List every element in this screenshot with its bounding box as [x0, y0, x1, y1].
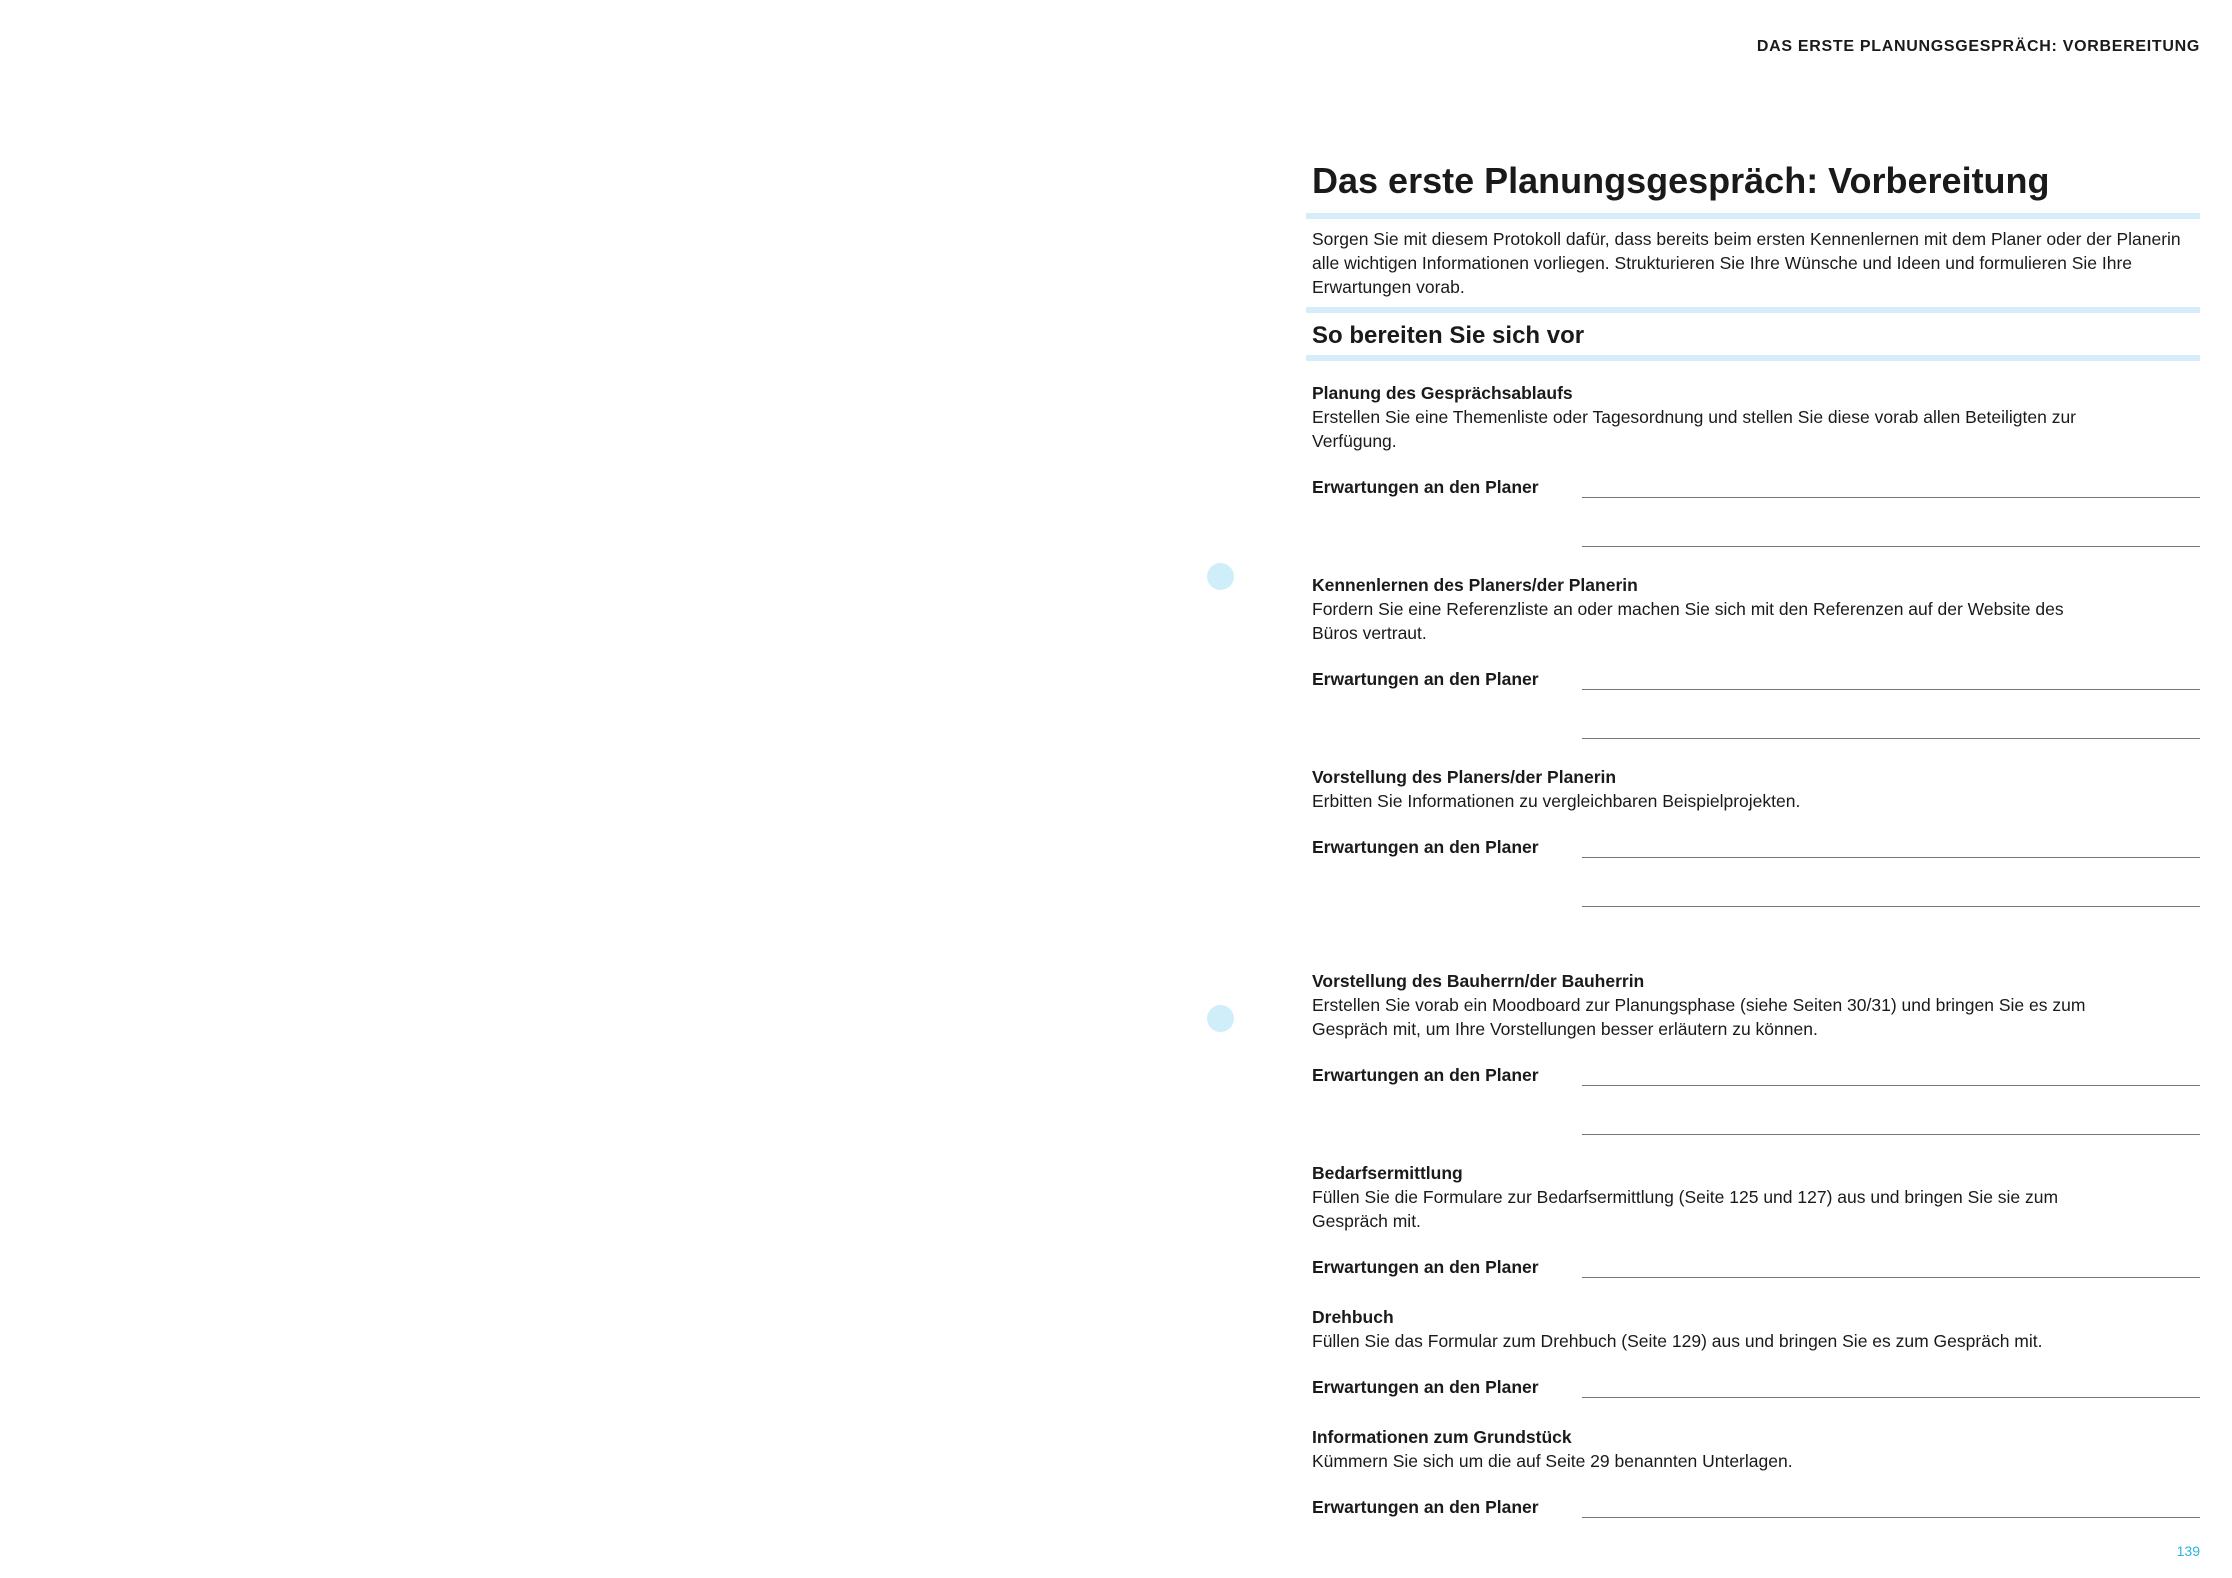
block-title: Kennenlernen des Planers/der Planerin — [1312, 574, 1638, 595]
answer-line[interactable] — [1582, 546, 2200, 547]
prep-block-bedarfsermittlung — [1304, 1161, 2200, 1279]
expectation-label: Erwartungen an den Planer — [1312, 1256, 1539, 1277]
page-number: 139 — [2176, 1543, 2200, 1559]
punch-hole-bottom — [1207, 1005, 1234, 1032]
block-title: Informationen zum Grundstück — [1312, 1426, 1572, 1447]
section-heading: So bereiten Sie sich vor — [1312, 322, 1585, 350]
block-text: Erstellen Sie vorab ein Moodboard zur Planungsphase (siehe Seiten 30/31) und bringen Sie es zum Gespräch mit, um Ihre Vorstellungen besser erläutern zu können. — [1312, 994, 2086, 1039]
expectation-label: Erwartungen an den Planer — [1312, 668, 1539, 689]
expectation-row — [1304, 667, 2200, 691]
block-title: Drehbuch — [1312, 1306, 1394, 1327]
block-text: Kümmern Sie sich um die auf Seite 29 benannten Unterlagen. — [1312, 1450, 1793, 1471]
expectation-label: Erwartungen an den Planer — [1312, 1376, 1539, 1397]
block-text: Füllen Sie das Formular zum Drehbuch (Seite 129) aus und bringen Sie es zum Gespräch mit. — [1312, 1330, 2043, 1351]
expectation-label: Erwartungen an den Planer — [1312, 836, 1539, 857]
answer-line[interactable] — [1582, 906, 2200, 907]
expectation-label: Erwartungen an den Planer — [1312, 476, 1539, 497]
block-title: Vorstellung des Bauherrn/der Bauherrin — [1312, 970, 1645, 991]
answer-line[interactable] — [1582, 497, 2200, 498]
intro-text: Sorgen Sie mit diesem Protokoll dafür, dass bereits beim ersten Kennenlernen mit dem Planer oder der Planerin alle wichtigen Informationen vorliegen. Strukturieren Sie Ihre Wünsche und Ideen und formulieren Sie Ihre Erwartungen vorab. — [1312, 229, 2181, 298]
section-divider — [1306, 355, 2200, 361]
expectation-label: Erwartungen an den Planer — [1312, 1496, 1539, 1517]
prep-block-drehbuch — [1304, 1305, 2200, 1399]
prep-block-grundstueck — [1304, 1425, 2200, 1519]
answer-line[interactable] — [1582, 857, 2200, 858]
answer-line[interactable] — [1582, 689, 2200, 690]
block-title: Planung des Gesprächsablaufs — [1312, 382, 1573, 403]
expectation-row — [1304, 1255, 2200, 1279]
answer-line[interactable] — [1582, 738, 2200, 739]
block-text: Erstellen Sie eine Themenliste oder Tagesordnung und stellen Sie diese vorab allen Beteiligten zur Verfügung. — [1312, 406, 2077, 451]
block-text: Füllen Sie die Formulare zur Bedarfsermittlung (Seite 125 und 127) aus und bringen Sie sie zum Gespräch mit. — [1312, 1186, 2059, 1231]
block-text: Erbitten Sie Informationen zu vergleichbaren Beispielprojekten. — [1312, 790, 1801, 811]
block-title: Bedarfsermittlung — [1312, 1162, 1463, 1183]
prep-block-kennenlernen — [1304, 573, 2200, 691]
block-title: Vorstellung des Planers/der Planerin — [1312, 766, 1617, 787]
answer-line[interactable] — [1582, 1397, 2200, 1398]
answer-line[interactable] — [1582, 1085, 2200, 1086]
page-title: Das erste Planungsgespräch: Vorbereitung — [1312, 160, 2050, 201]
expectation-row — [1304, 1063, 2200, 1087]
expectation-row — [1304, 835, 2200, 859]
answer-line[interactable] — [1582, 1134, 2200, 1135]
expectation-row — [1304, 1495, 2200, 1519]
punch-hole-top — [1207, 563, 1234, 590]
running-head: DAS ERSTE PLANUNGSGESPRÄCH: VORBEREITUNG — [1756, 38, 2200, 55]
block-text: Fordern Sie eine Referenzliste an oder machen Sie sich mit den Referenzen auf der Website des Büros vertraut. — [1312, 598, 2064, 643]
expectation-label: Erwartungen an den Planer — [1312, 1064, 1539, 1085]
prep-block-vorstellung-bauherr — [1304, 969, 2200, 1087]
form-content — [1304, 160, 2200, 1519]
prep-block-gespraechsablauf — [1304, 381, 2200, 499]
answer-line[interactable] — [1582, 1277, 2200, 1278]
expectation-row — [1304, 475, 2200, 499]
prep-block-vorstellung-planer — [1304, 765, 2200, 859]
answer-line[interactable] — [1582, 1517, 2200, 1518]
expectation-row — [1304, 1375, 2200, 1399]
